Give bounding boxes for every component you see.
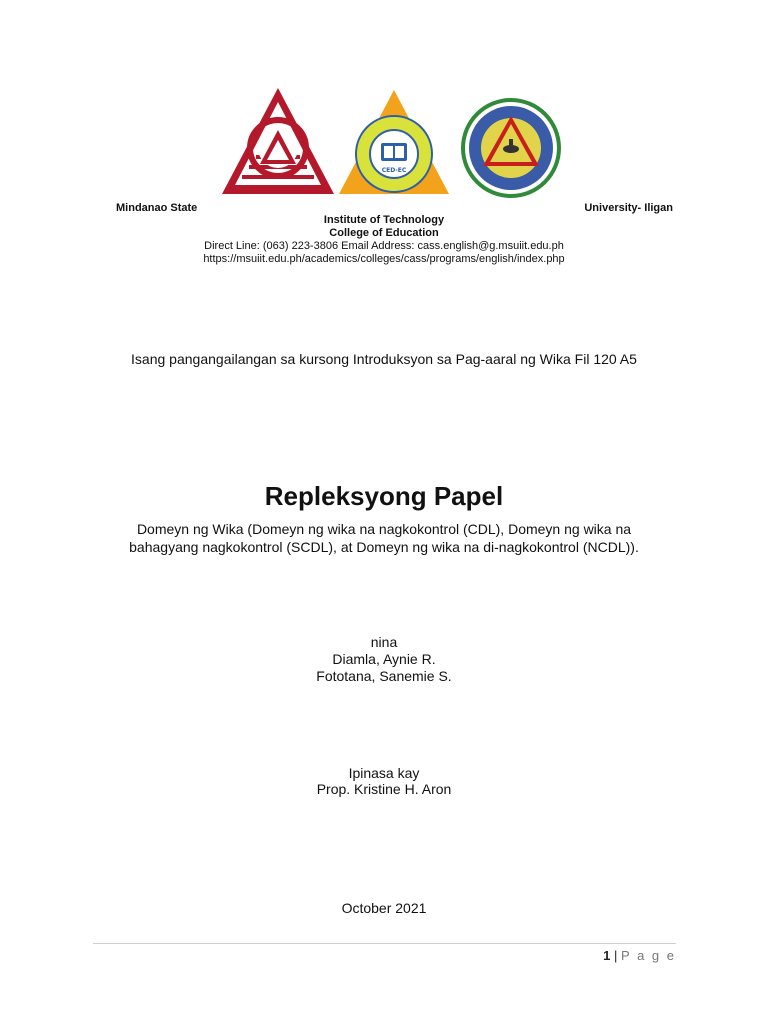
header-institute: Institute of Technology — [323, 214, 445, 226]
header-left-text: Mindanao State — [116, 202, 198, 214]
header-college: College of Education — [329, 227, 439, 239]
page-number-value: 1 — [603, 948, 611, 963]
header-contact: Direct Line: (063) 223-3806 Email Address: cass.english@g.msuiit.edu.ph — [204, 240, 564, 252]
authors-label: nina — [370, 634, 398, 650]
submitted-label: Ipinasa kay — [348, 765, 420, 781]
ced-ec-logo — [337, 88, 451, 198]
msu-iit-logo — [220, 86, 336, 198]
header-right-text: University- Iligan — [584, 202, 673, 214]
subtitle-line-1: Domeyn ng Wika (Domeyn ng wika na nagkokontrol (CDL), Domeyn ng wika na — [136, 521, 632, 537]
header-url: https://msuiit.edu.ph/academics/colleges/cass/programs/english/index.php — [203, 253, 565, 265]
svg-text:CED-EC: CED-EC — [381, 167, 407, 174]
page-label: P a g e — [621, 948, 676, 963]
document-date: October 2021 — [341, 900, 427, 916]
subtitle-line-2: bahagyang nagkokontrol (SCDL), at Domeyn ng wika na di-nagkokontrol (NCDL)). — [129, 539, 639, 555]
footer-divider — [93, 943, 676, 944]
author-name: Fototana, Sanemie S. — [316, 668, 452, 684]
page-separator: | — [614, 948, 618, 963]
document-title: Repleksyong Papel — [264, 481, 504, 511]
college-of-education-logo — [455, 94, 567, 200]
professor-name: Prop. Kristine H. Aron — [316, 781, 452, 797]
requirement-text: Isang pangangailangan sa kursong Introduksyon sa Pag-aaral ng Wika Fil 120 A5 — [131, 351, 637, 367]
author-name: Diamla, Aynie R. — [332, 651, 436, 667]
page-number — [603, 948, 676, 963]
